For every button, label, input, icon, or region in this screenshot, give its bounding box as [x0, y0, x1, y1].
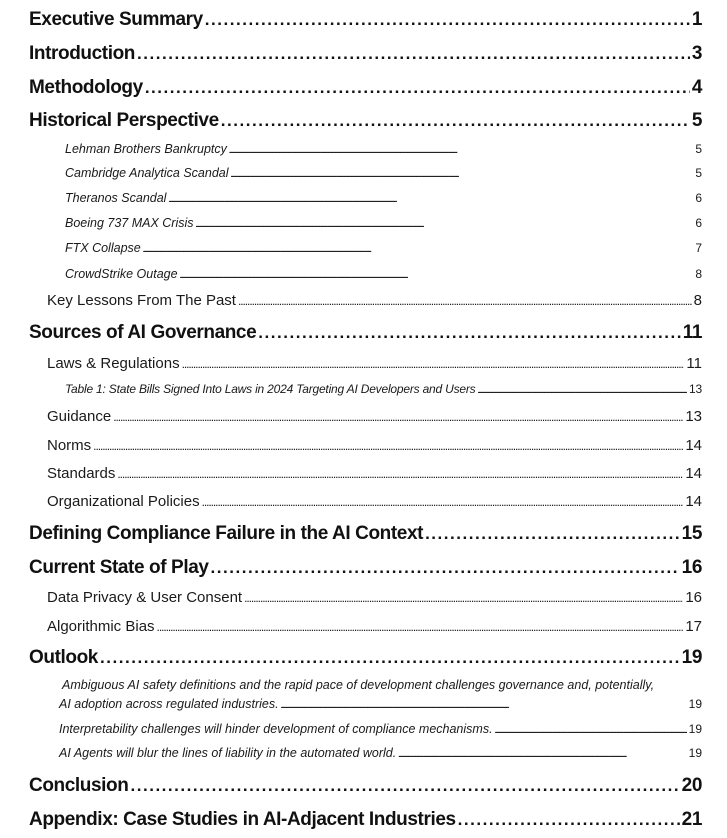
toc-subentry-cambridge-analytica[interactable] — [65, 166, 702, 180]
toc-subentry-ftx[interactable] — [65, 241, 702, 255]
toc-page: 20 — [681, 775, 702, 796]
toc-subentry-outlook-3[interactable] — [59, 746, 702, 760]
toc-page: 5 — [695, 166, 702, 180]
toc-title: Organizational Policies — [47, 493, 200, 510]
toc-page: 13 — [685, 408, 702, 425]
dot-leader — [117, 465, 683, 482]
dot-leader — [100, 647, 680, 669]
toc-title: FTX Collapse — [65, 241, 141, 255]
toc-title: Key Lessons From The Past — [47, 292, 236, 309]
toc-title: Boeing 737 MAX Crisis — [65, 216, 194, 230]
dot-leader — [221, 110, 690, 132]
toc-entry-executive-summary[interactable] — [29, 9, 702, 31]
toc-title — [65, 382, 475, 396]
toc-title: Norms — [47, 437, 92, 454]
table-label: Table 1 — [65, 382, 103, 396]
toc-subentry-standards[interactable] — [47, 465, 702, 482]
dot-leader — [244, 589, 683, 606]
toc-title: Historical Perspective — [29, 110, 219, 131]
toc-title: Lehman Brothers Bankruptcy — [65, 142, 227, 156]
toc-subentry-guidance[interactable] — [47, 408, 702, 425]
toc-title: Conclusion — [29, 775, 129, 796]
toc-subentry-norms[interactable] — [47, 437, 702, 454]
dot-leader — [229, 142, 693, 156]
toc-title: Current State of Play — [29, 557, 209, 578]
toc-entry-defining[interactable] — [29, 523, 702, 545]
dot-leader — [205, 9, 690, 31]
toc-subentry-algorithmic-bias[interactable] — [47, 618, 702, 635]
toc-entry-introduction[interactable] — [29, 43, 702, 65]
toc-title: Defining Compliance Failure in the AI Context — [29, 523, 424, 544]
toc-subentry-key-lessons[interactable] — [47, 292, 702, 309]
toc-entry-appendix[interactable] — [29, 809, 702, 831]
toc-page: 4 — [691, 77, 702, 98]
toc-page: 16 — [681, 557, 702, 578]
dot-leader — [157, 618, 684, 635]
toc-page: 17 — [685, 618, 702, 635]
toc-title: Guidance — [47, 408, 112, 425]
toc-entry-outlook[interactable] — [29, 647, 702, 669]
toc-subentry-laws[interactable] — [47, 355, 702, 372]
toc-subentry-outlook-1-line2[interactable] — [59, 697, 702, 711]
toc-page: 21 — [681, 809, 702, 830]
toc-title: Theranos Scandal — [65, 191, 167, 205]
toc-title: Standards — [47, 465, 116, 482]
dot-leader — [143, 241, 694, 255]
toc-title: Data Privacy & User Consent — [47, 589, 243, 606]
toc-page: 14 — [685, 493, 702, 510]
dot-leader — [211, 557, 680, 579]
dot-leader — [137, 43, 690, 65]
toc-title: AI adoption across regulated industries. — [59, 697, 279, 711]
toc-entry-sources[interactable] — [29, 322, 702, 344]
dot-leader — [281, 697, 687, 711]
toc-page: 8 — [695, 267, 702, 281]
toc-page: 5 — [691, 110, 702, 131]
dot-leader — [398, 746, 686, 760]
toc-subentry-data-privacy[interactable] — [47, 589, 702, 606]
dot-leader — [168, 191, 693, 205]
toc-page: 19 — [688, 746, 702, 760]
dot-leader — [231, 166, 694, 180]
toc-entry-current-state[interactable] — [29, 557, 702, 579]
dot-leader — [458, 809, 680, 831]
dot-leader — [196, 216, 694, 230]
toc-subentry-org-policies[interactable] — [47, 493, 702, 510]
toc-entry-historical-perspective[interactable] — [29, 110, 702, 132]
dot-leader — [180, 267, 694, 281]
toc-page: 13 — [689, 382, 702, 396]
toc-subentry-boeing[interactable] — [65, 216, 702, 230]
toc-title: Appendix: Case Studies in AI-Adjacent Industries — [29, 809, 456, 830]
toc-title: Cambridge Analytica Scandal — [65, 166, 229, 180]
toc-page: 15 — [681, 523, 702, 544]
dot-leader — [145, 77, 690, 99]
dot-leader — [202, 493, 684, 510]
toc-page: 7 — [695, 241, 702, 255]
toc-page: 14 — [685, 465, 702, 482]
dot-leader — [130, 775, 679, 797]
toc-subentry-outlook-2[interactable] — [59, 722, 702, 736]
table-caption: : State Bills Signed Into Laws in 2024 Targeting AI Developers and Users — [102, 382, 476, 396]
toc-subentry-lehman[interactable] — [65, 142, 702, 156]
toc-subentry-crowdstrike[interactable] — [65, 267, 702, 281]
toc-title: Algorithmic Bias — [47, 618, 155, 635]
toc-subentry-table-1[interactable] — [65, 382, 702, 396]
toc-title: Introduction — [29, 43, 136, 64]
dot-leader — [113, 408, 683, 425]
toc-page: 19 — [688, 697, 702, 711]
toc-title: Methodology — [29, 77, 143, 98]
toc-page: 16 — [685, 589, 702, 606]
toc-page: 6 — [695, 191, 702, 205]
toc-title: CrowdStrike Outage — [65, 267, 178, 281]
toc-title: AI Agents will blur the lines of liability in the automated world. — [59, 746, 397, 760]
dot-leader — [477, 382, 687, 396]
toc-title: Executive Summary — [29, 9, 203, 30]
toc-page: 11 — [686, 355, 702, 372]
toc-page: 19 — [681, 647, 702, 668]
toc-entry-conclusion[interactable] — [29, 775, 702, 797]
dot-leader — [495, 722, 687, 736]
dot-leader — [182, 355, 685, 372]
toc-title: Sources of AI Governance — [29, 322, 257, 343]
toc-page: 14 — [685, 437, 702, 454]
toc-page: 3 — [691, 43, 702, 64]
toc-subentry-outlook-1-line1[interactable]: Ambiguous AI safety definitions and the rapid pace of development challenges governance and, potentially, — [62, 678, 655, 692]
toc-page: 6 — [695, 216, 702, 230]
toc-title: Outlook — [29, 647, 98, 668]
toc-page: 5 — [695, 142, 702, 156]
toc-page: 1 — [691, 9, 702, 30]
toc-title: Laws & Regulations — [47, 355, 180, 372]
dot-leader — [238, 292, 692, 309]
dot-leader — [258, 322, 680, 344]
toc-title: Interpretability challenges will hinder development of compliance mechanisms. — [59, 722, 493, 736]
toc-page: 8 — [693, 292, 702, 309]
toc-entry-methodology[interactable] — [29, 77, 702, 99]
toc-page: 11 — [682, 322, 702, 343]
toc-subentry-theranos[interactable] — [65, 191, 702, 205]
dot-leader — [425, 523, 680, 545]
dot-leader — [93, 437, 683, 454]
toc-page: 19 — [688, 722, 702, 736]
